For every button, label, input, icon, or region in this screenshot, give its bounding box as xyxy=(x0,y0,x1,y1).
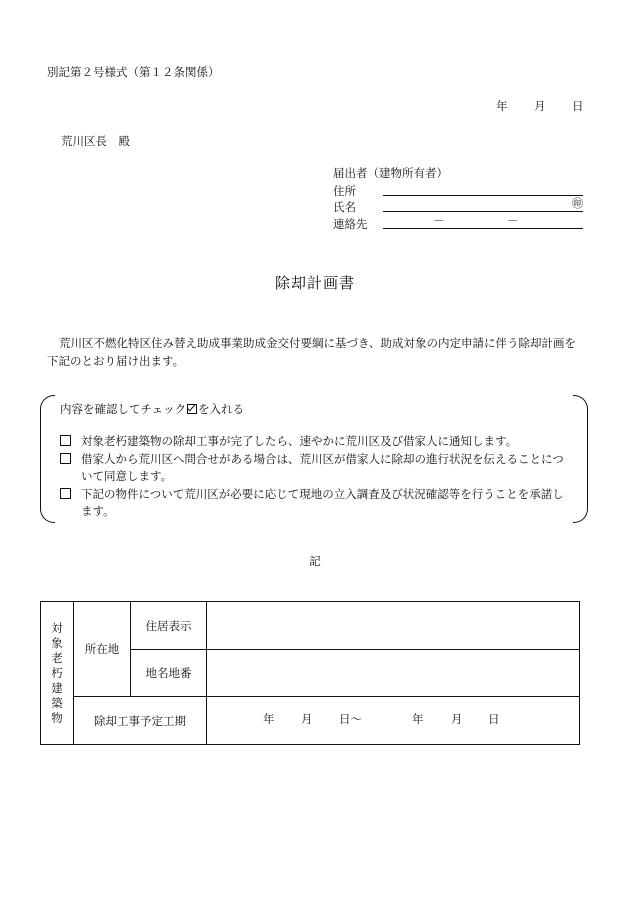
target-building-label xyxy=(41,602,74,745)
period-day-from: 日～ xyxy=(339,712,362,726)
confirmation-item xyxy=(60,451,580,485)
name-label: 氏名 xyxy=(333,200,356,214)
address-label: 住所 xyxy=(333,184,356,198)
period-label: 除却工事予定工期 xyxy=(74,697,207,745)
period-month: 月 xyxy=(301,712,313,726)
target-building-char: 建 xyxy=(51,680,63,695)
location-label: 所在地 xyxy=(74,602,131,697)
confirmation-item xyxy=(60,486,580,520)
target-building-char: 老 xyxy=(51,650,63,665)
checkbox-2[interactable] xyxy=(60,453,71,464)
confirmation-item-text: 下記の物件について荒川区が必要に応じて現地の立入調査及び状況確認等を行うことを承諾します。 xyxy=(81,487,564,518)
document-title: 除却計画書 xyxy=(274,274,355,292)
checkbox-1[interactable] xyxy=(60,435,71,446)
target-building-char: 朽 xyxy=(51,665,63,680)
name-field[interactable] xyxy=(383,197,583,212)
period-month2: 月 xyxy=(451,712,463,726)
address-field[interactable] xyxy=(383,181,583,196)
confirmation-title xyxy=(60,401,244,417)
confirmation-panel xyxy=(40,395,588,523)
checked-box-icon xyxy=(187,404,197,414)
lot-number-field[interactable] xyxy=(207,650,580,697)
contact-field[interactable] xyxy=(383,214,583,229)
confirmation-item xyxy=(60,433,580,450)
contact-label: 連絡先 xyxy=(333,217,368,231)
contact-separator-1: － xyxy=(433,214,445,228)
confirmation-item-text: 対象老朽建築物の除却工事が完了したら、速やかに荒川区及び借家人に通知します。 xyxy=(81,434,518,448)
date-year: 年 xyxy=(496,99,508,113)
ki-heading: 記 xyxy=(309,554,321,568)
applicant-heading: 届出者（建物所有者） xyxy=(333,166,448,180)
target-building-char: 象 xyxy=(51,635,63,650)
period-day2: 日 xyxy=(488,712,500,726)
period-field[interactable] xyxy=(207,697,580,745)
confirmation-title-before: 内容を確認してチェック xyxy=(60,402,187,416)
date-month: 月 xyxy=(534,99,546,113)
date-day: 日 xyxy=(572,99,584,113)
contact-separator-2: － xyxy=(507,214,519,228)
confirmation-item-text: 借家人から荒川区へ問合せがある場合は、荒川区が借家人に除却の進行状況を伝えることについて同意します。 xyxy=(81,452,564,483)
property-table xyxy=(40,601,580,745)
lot-number-label: 地名地番 xyxy=(131,650,207,697)
target-building-char: 対 xyxy=(51,620,63,635)
residence-display-label: 住居表示 xyxy=(131,602,207,650)
confirmation-title-after: を入れる xyxy=(198,402,245,416)
bracket-left xyxy=(40,395,55,523)
checkbox-3[interactable] xyxy=(60,488,71,499)
period-year2: 年 xyxy=(412,712,424,726)
form-number: 別記第２号様式（第１２条関係） xyxy=(47,65,220,79)
residence-display-field[interactable] xyxy=(207,602,580,650)
target-building-char: 物 xyxy=(51,710,63,725)
body-text: 荒川区不燃化特区住み替え助成事業助成金交付要綱に基づき、助成対象の内定申請に伴う除却計画を下記のとおり届け出ます。 xyxy=(47,336,577,368)
seal-mark: ㊞ xyxy=(572,197,583,210)
period-year: 年 xyxy=(263,712,275,726)
target-building-char: 築 xyxy=(51,695,63,710)
addressee: 荒川区長 殿 xyxy=(61,134,130,148)
